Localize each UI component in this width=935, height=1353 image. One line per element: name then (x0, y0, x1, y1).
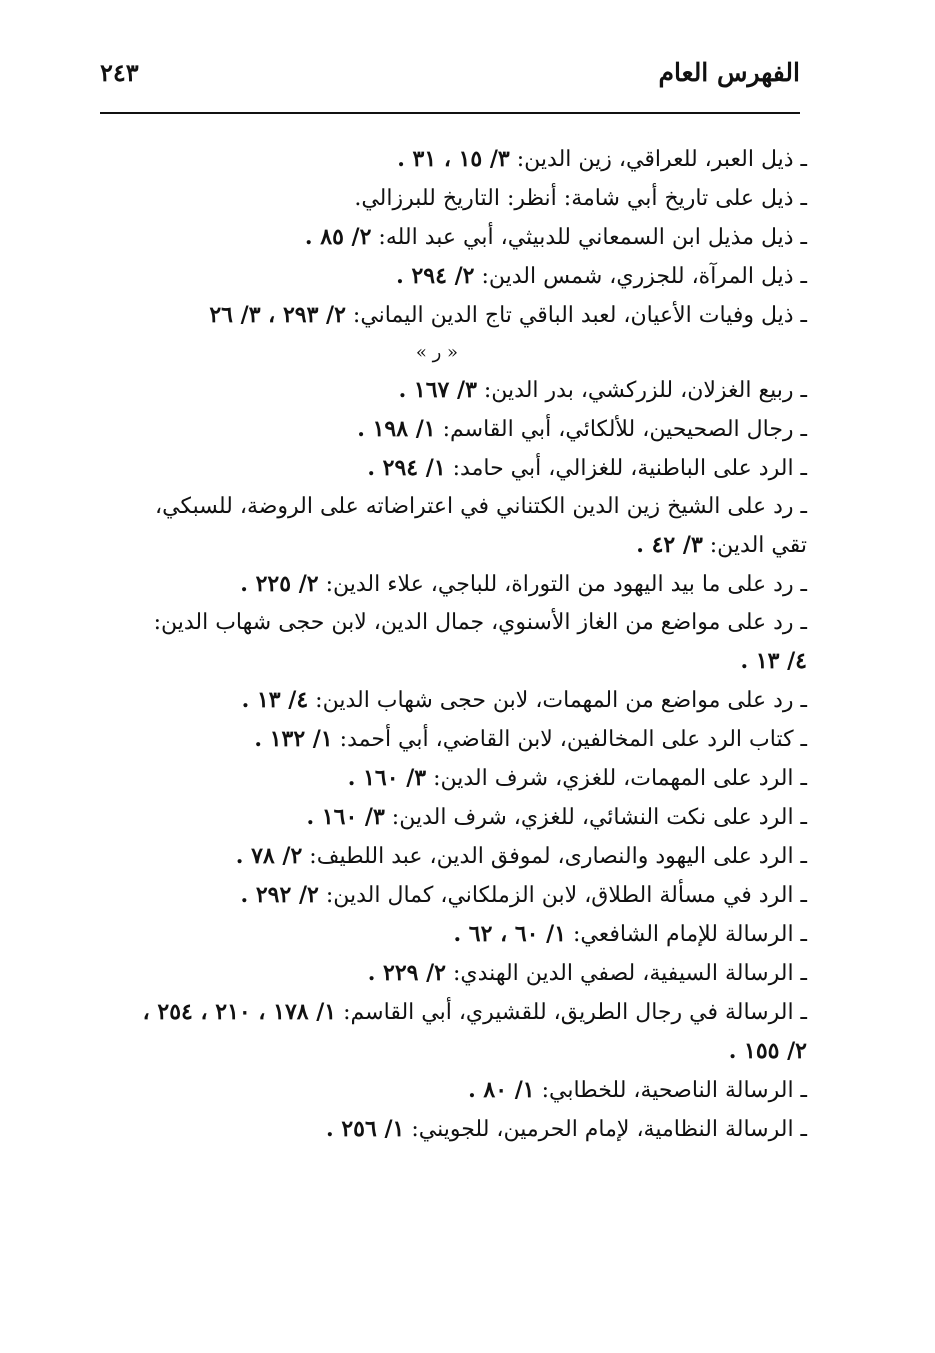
index-entry (127, 993, 807, 1071)
index-entry (127, 296, 807, 335)
index-entry (127, 720, 807, 759)
entry-refs: ٤/ ١٣ . (740, 648, 807, 674)
entry-refs: ٣/ ١٦٠ . (347, 765, 427, 791)
entry-refs: ٣/ ٤٢ . (636, 532, 703, 558)
index-entry (127, 257, 807, 296)
index-entry (127, 218, 807, 257)
entry-refs: ٢/ ٧٨ . (235, 843, 303, 869)
entry-text: ـ رد على مواضع من المهمات، لابن حجى شهاب الدين: (315, 688, 807, 713)
entry-text: ـ الرسالة في رجال الطريق، للقشيري، أبي القاسم: (343, 1000, 807, 1025)
entry-text: ـ الرد على اليهود والنصارى، لموفق الدين، عبد اللطيف: (309, 844, 807, 869)
entry-text: ـ الرسالة الناصحية، للخطابي: (541, 1078, 807, 1103)
entry-text: ـ الرسالة للإمام الشافعي: (573, 922, 807, 947)
entry-text: ـ رد على مواضع من الغاز الأسنوي، جمال الدين، لابن حجى شهاب الدين: (153, 610, 807, 635)
entry-refs: ١/ ١٧٨ ، ٢١٠ ، ٢٥٤ ، ٢/ ١٥٥ . (142, 999, 807, 1064)
entry-text: ـ ذيل مذيل ابن السمعاني للدبيثي، أبي عبد الله: (378, 225, 807, 250)
entry-refs: ١/ ١٩٨ . (357, 416, 436, 442)
entry-refs: ٢/ ٨٥ . (304, 224, 372, 250)
entry-text: ـ ذيل العبر، للعراقي، زين الدين: (516, 147, 807, 172)
entry-text: ـ رد على ما بيد اليهود من التوراة، للباجي، علاء الدين: (325, 572, 807, 597)
header-rule (100, 112, 800, 114)
entry-text: ـ كتاب الرد على المخالفين، لابن القاضي، أبي أحمد: (339, 727, 807, 752)
index-entry (127, 837, 807, 876)
entry-text: ـ رجال الصحيحين، للألكائي، أبي القاسم: (442, 417, 807, 442)
entry-refs: ٢/ ٢٩٣ ، ٣/ ٢٦ (209, 302, 346, 328)
entry-refs: ٣/ ١٦٧ . (398, 377, 477, 403)
entry-refs: ١/ ٢٥٦ . (326, 1116, 405, 1142)
entry-refs: ٣/ ١٦٠ . (306, 804, 385, 830)
index-entry (127, 604, 807, 681)
index-entry (127, 681, 807, 720)
index-entry (127, 371, 807, 410)
index-entry (127, 140, 807, 179)
entry-text: ـ ذيل المرآة، للجزري، شمس الدين: (481, 264, 807, 289)
entry-refs: ٤/ ١٣ . (241, 687, 309, 713)
index-entry (127, 798, 807, 837)
entry-text: ـ الرد على نكت النشائي، للغزي، شرف الدين: (391, 805, 807, 830)
index-entry (127, 1071, 807, 1110)
page-header (100, 58, 800, 102)
entry-text: ـ ذيل وفيات الأعيان، لعبد الباقي تاج الدين اليماني: (352, 303, 807, 328)
index-entry (127, 915, 807, 954)
index-entry (127, 488, 807, 565)
index-entries (127, 140, 807, 1149)
section-letter-heading: « ر » (415, 342, 459, 363)
entry-text: ـ ذيل على تاريخ أبي شامة: أنظر: التاريخ للبرزالي. (354, 186, 807, 211)
entry-text: ـ الرد على المهمات، للغزي، شرف الدين: (433, 766, 807, 791)
running-title: الفهرس العام (658, 58, 800, 87)
index-entry (127, 759, 807, 798)
index-entry (127, 565, 807, 604)
entry-refs: ١/ ٨٠ . (468, 1077, 535, 1103)
entry-text: ـ رد على الشيخ زين الدين الكتناني في اعتراضاته على الروضة، للسبكي، تقي الدين: (155, 494, 807, 558)
entry-text: ـ الرد في مسألة الطلاق، لابن الزملكاني، كمال الدين: (325, 883, 807, 908)
entry-text: ـ الرد على الباطنية، للغزالي، أبي حامد: (452, 456, 807, 481)
index-entry (127, 876, 807, 915)
entry-refs: ٢/ ٢٩٢ . (240, 882, 319, 908)
index-entry (127, 410, 807, 449)
entry-text: ـ الرسالة السيفية، لصفي الدين الهندي: (453, 961, 807, 986)
entry-text: ـ الرسالة النظامية، لإمام الحرمين، للجويني: (411, 1117, 807, 1142)
index-entry (127, 449, 807, 488)
entry-text: ـ ربيع الغزلان، للزركشي، بدر الدين: (483, 378, 807, 403)
entry-refs: ٢/ ٢٢٥ . (240, 571, 319, 597)
entry-refs: ١/ ١٣٢ . (254, 726, 333, 752)
entry-refs: ١/ ٦٠ ، ٦٢ . (453, 921, 567, 947)
entry-refs: ١/ ٢٩٤ . (367, 455, 446, 481)
entry-refs: ٢/ ٢٢٩ . (367, 960, 446, 986)
index-entry (127, 954, 807, 993)
page-number: ٢٤٣ (100, 58, 139, 87)
entry-refs: ٢/ ٢٩٤ . (396, 263, 475, 289)
index-entry (127, 1110, 807, 1149)
index-entry (127, 179, 807, 218)
entry-refs: ٣/ ١٥ ، ٣١ . (397, 146, 510, 172)
